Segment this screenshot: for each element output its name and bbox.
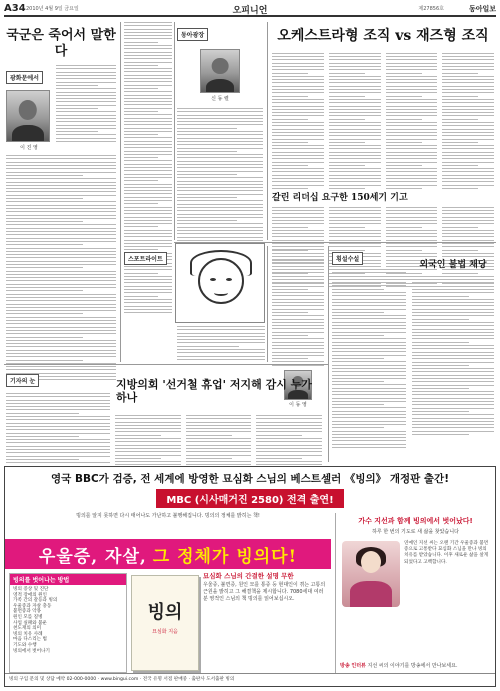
column-4-subtitle: 갈린 리더십 요구한 150세기 기고 [272,192,408,203]
ad-testimonial-title: 가수 지선과 함께 빙의에서 벗어났다! [358,517,473,525]
ad-tv-badge: MBC (시사매거진 2580) 전격 출연! [156,489,343,508]
column-1-text [56,65,116,151]
ad-toc-item: 가족 간의 갈등과 빙의 [13,598,58,604]
book-cover[interactable] [131,575,199,671]
ad-testimonial-text: 연예인 지선 씨는 오랜 기간 우울증과 불면증으로 고통받다 묘심화 스님을 만나 빙의 치유를 받았습니다. 이후 새로운 삶을 살게 되었다고 고백합니다. [404,541,489,565]
ad-testimonial-subtitle: 하루 한 번의 기도로 새 삶을 찾았습니다 [372,529,459,535]
newspaper-brand: 동아일보 [468,5,496,13]
ad-footer: 빙의 구입 문의 및 상담 예약 02-000-0000 · www.bingui.com · 전국 유명 서점 판매중 · 출판사 도서출판 빙의 [5,673,495,686]
ad-banner-left: 우울증, 자살, [38,546,147,567]
ad-toc-item: 마음 다스리는 법 [13,637,47,643]
ad-testimonial [335,513,495,673]
ad-toc-item: 사업 실패와 불운 [13,620,47,626]
ad-toc-item: 영적 장애의 원인 [13,592,47,598]
column-5-kicker: 횡설수설 [332,252,363,265]
ad-description-header: 묘심화 스님의 간결한 설명 무한 [203,572,294,580]
cartoon-illustration [175,243,265,323]
ad-toc-item: 기도와 수행 [13,642,37,648]
spotlight-byline: 이 동 영 [289,401,307,408]
column-5-title: 외국인 불법 채당 [419,260,487,270]
column-1-text-2 [6,155,116,380]
spotlight-text [177,326,265,360]
ad-testimonial-footer-label: 방송 인터뷰 [340,662,366,669]
ad-toc-item: 빙의 치유 사례 [13,631,43,637]
column-2 [124,22,172,313]
page-date: 2010년 4월 9일 금요일 [26,6,79,12]
book-author: 묘심화 지음 [152,629,178,635]
page-number: A34 [4,3,26,14]
ad-table-of-contents [9,573,127,673]
bottom-left-title: 지방의회 '선거철 휴업' 저지해 감시 누가 하나 [116,378,312,405]
ad-toc-item: 불면증과 악몽 [13,609,42,615]
column-1-title: 국군은 죽어서 말한다 [6,28,116,59]
ad-description-body: 우울증, 불면증, 원인 모를 통증 등 현대인이 겪는 고통의 근원을 밝히고 그 해결책을 제시합니다. 7080세대 여러분 영적인 스님의 책 빙의를 읽어보십시오. [203,582,326,602]
ad-testimonial-footer [340,663,491,670]
section-title: 오피니언 [232,6,268,16]
page-header [4,3,496,17]
ad-toc-item: 빙의에서 벗어나기 [13,648,50,654]
ad-banner-right: 그 정체가 빙의다! [152,546,298,567]
column-3-kicker: 동아광장 [177,28,208,41]
column-1-kicker: 광화문에서 [6,71,43,84]
columnist-photo-2 [200,49,240,93]
ad-headline: 영국 BBC가 검증, 전 세계에 방영한 묘심화 스님의 베스트셀러 《빙의》 개정판 출간! [51,473,449,485]
issue-number: 제27856호 [418,6,444,12]
column-2-text [124,22,172,313]
book-title: 빙의 [147,602,183,623]
column-3-text [177,108,263,257]
bottom-left-kicker: 기자의 눈 [6,374,39,387]
ad-toc-item: 천도재의 의미 [13,626,42,632]
column-1 [6,22,116,380]
column-3-byline: 신 동 렬 [211,96,229,102]
ad-toc-header: 빙의를 벗어나는 방법 [10,574,126,585]
ad-banner [5,539,331,569]
testimonial-photo [342,541,400,607]
ad-testimonial-footer-text: 지선 씨의 이야기를 방송에서 만나보세요. [367,662,458,669]
columnist-photo [6,90,50,142]
column-4-title: 오케스트라형 조직 vs 재즈형 조직 [277,28,489,44]
ad-subtext: 빙의를 알지 못하면 다시 태어나도 가난하고 불행해집니다. 빙의의 정체를 밝히는 책! [76,513,260,519]
column-3 [177,22,263,257]
spotlight-text-2 [272,246,324,366]
ad-toc-item: 빙의 증상 및 진단 [13,587,49,592]
column-1-byline: 이 진 영 [20,145,38,152]
ad-toc-item: 원인 모를 질병 [13,614,43,620]
spotlight-kicker: 스포트라이트 [124,252,167,265]
ad-description [203,573,327,673]
book-advertisement[interactable] [4,466,496,687]
ad-toc-item: 우울증과 자살 충동 [13,603,52,609]
